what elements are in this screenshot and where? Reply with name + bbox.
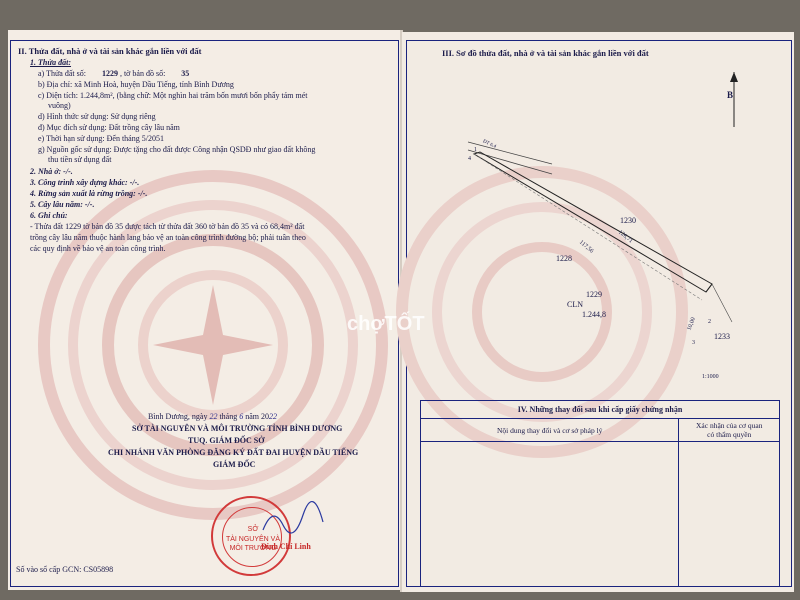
section-ii-title: II. Thửa đất, nhà ở và tài sản khác gắn liền với đất [18,46,202,56]
road-label: ĐT 6.4 [481,139,497,150]
signer-branch: CHI NHÁNH VĂN PHÒNG ĐĂNG KÝ ĐẤT ĐAI HUYỆN DẦU TIẾNG [108,448,359,457]
area-line-1: c) Diện tích: 1.244,8m², (bằng chữ: Một nghìn hai trăm bốn mươi bốn phẩy tám mét [38,91,308,100]
area-line-2: vuông) [48,101,71,110]
changes-col-confirm-line1: Xác nhận của cơ quan [696,421,763,430]
note-line-3: các quy định về bảo vệ an toàn công trình. [30,244,166,253]
signer-name: Đinh Chí Linh [261,542,311,551]
construction-line: 3. Công trình xây dựng khác: -/-. [30,178,140,187]
origin-line-1: g) Nguồn gốc sử dụng: Được tặng cho đất được Công nhận QSDĐ như giao đất không [38,145,316,154]
parcel-area: 1.244,8 [582,310,606,319]
parcel-1233: 1233 [714,332,730,341]
plot-number: 1229 [101,69,118,78]
stamp-text-top: SỞ [247,526,259,533]
usage-purpose: đ) Mục đích sử dụng: Đất trồng cây lâu năm [38,123,180,132]
parcel-land-type: CLN [567,300,583,309]
section-iii-title: III. Sơ đồ thửa đất, nhà ở và tài sản khác gắn liền với đất [442,48,649,58]
north-label: B [727,90,734,100]
edge-length-lower: 117,56 [577,239,595,255]
changes-body-right [679,442,780,587]
stamp-text-bot: MÔI TRƯỜNG [229,545,277,552]
date-day: 22 [209,412,218,421]
date-line [148,412,277,422]
point-1: 1 [474,147,477,153]
signature-scribble [258,500,328,540]
signer-delegation: TUQ. GIÁM ĐỐC SỞ [188,436,265,445]
point-2: 2 [708,319,711,325]
plot-label: a) Thửa đất số: [38,69,86,78]
forest-line: 4. Rừng sản xuất là rừng trồng: -/-. [30,189,148,198]
parcel-1229: 1229 [586,290,602,299]
north-arrow-icon [724,72,744,132]
right-page [347,32,794,592]
signer-title: GIÁM ĐỐC [213,460,256,469]
note-line-1: - Thửa đất 1229 tờ bản đồ 35 được tách từ thửa đất 360 tờ bản đồ 35 và có 68,4m² đất [30,222,305,231]
origin-line-2: thu tiền sử dụng đất [48,155,112,164]
signer-org: SỞ TÀI NGUYÊN VÀ MÔI TRƯỜNG TỈNH BÌNH DƯƠNG [132,424,343,433]
left-page [8,30,400,590]
chotot-watermark: chợTỐT [347,313,425,335]
changes-table [420,400,780,587]
land-heading: 1. Thửa đất: [30,58,72,67]
point-3: 3 [692,340,695,346]
note-line-2: trồng cây lâu năm thuộc hành lang bảo vệ an toàn công trình đường bộ; phải tuân theo [30,233,306,242]
changes-col-confirm [679,419,780,442]
map-number: 35 [181,69,190,78]
date-year: 22 [269,412,278,421]
changes-title: IV. Những thay đổi sau khi cấp giấy chứng nhận [421,401,780,419]
changes-col-content: Nội dung thay đổi và cơ sở pháp lý [421,419,679,442]
date-prefix: Bình Dương, ngày [148,412,210,421]
parcel-1228: 1228 [556,254,572,263]
stamp-text-mid: TÀI NGUYÊN VÀ [225,536,281,543]
map-scale: 1:1000 [702,374,719,380]
date-year-label: năm 20 [243,412,270,421]
changes-col-confirm-line2: có thẩm quyền [707,430,752,439]
date-month: 6 [239,412,244,421]
edge-length-end: 10,00 [686,316,697,332]
edge-length-upper: 126,71 [617,229,634,245]
usage-form: d) Hình thức sử dụng: Sử dụng riêng [38,112,156,121]
address: b) Địa chỉ: xã Minh Hoà, huyện Dầu Tiếng, tỉnh Bình Dương [38,80,234,89]
point-4: 4 [468,156,471,162]
date-month-label: tháng [217,412,240,421]
plot-number-row [38,69,189,79]
registry-number: Số vào sổ cấp GCN: CS05898 [16,565,114,574]
parcel-1230: 1230 [620,216,636,225]
map-label: , tờ bản đồ số: [119,69,166,78]
usage-term: e) Thời hạn sử dụng: Đến tháng 5/2051 [38,134,164,143]
changes-body-left [421,442,679,587]
house-line: 2. Nhà ở: -/-. [30,167,73,176]
perennial-line: 5. Cây lâu năm: -/-. [30,200,95,209]
notes-heading: 6. Ghi chú: [30,211,68,220]
